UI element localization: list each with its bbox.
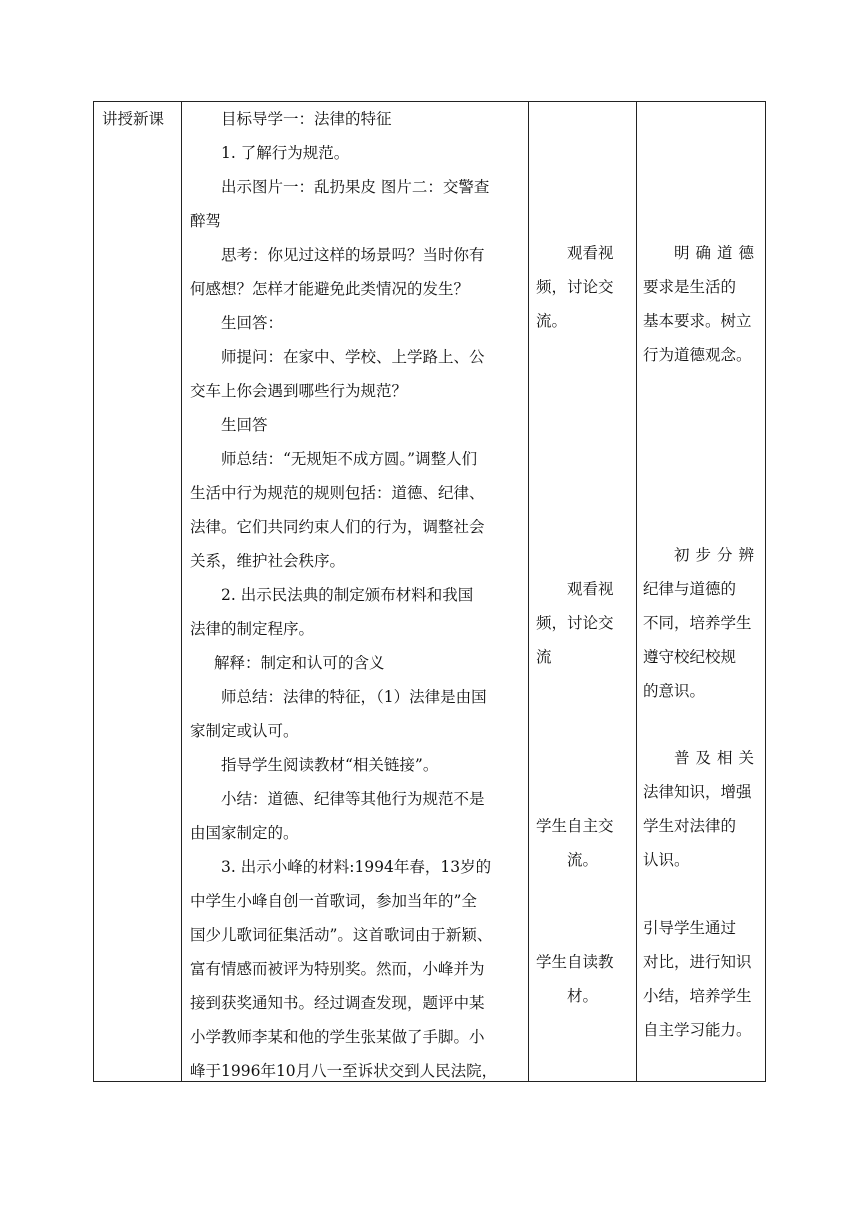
content-line: 峰于1996年10月八一至诉状交到人民法院，: [190, 1062, 498, 1080]
student-activity-block: [536, 236, 631, 338]
content-line: 出示图片一：乱扔果皮 图片二：交警查: [221, 178, 490, 196]
design-intent-block: [643, 911, 761, 1047]
student-activity-block: [536, 809, 631, 877]
content-line: 解释：制定和认可的含义: [214, 654, 385, 672]
content-line: 醉驾: [190, 212, 222, 230]
design-intent-block: [643, 538, 761, 708]
activity-line: 材。: [567, 987, 599, 1005]
column-divider: [181, 102, 182, 1081]
intent-line: 要求是生活的: [643, 278, 737, 296]
content-line: 关系，维护社会秩序。: [190, 552, 346, 570]
intent-line: 行为道德观念。: [643, 346, 752, 364]
content-line: 小学教师李某和他的学生张某做了手脚。小: [190, 1028, 485, 1046]
design-intent-block: [643, 236, 761, 372]
activity-line: 观看视: [567, 580, 614, 598]
content-line: 法律的制定程序。: [190, 620, 315, 638]
intent-line: 认识。: [643, 851, 690, 869]
student-activity-block: [536, 572, 631, 674]
teaching-content-cell: [190, 102, 520, 1088]
content-line: 生回答：: [221, 314, 284, 332]
content-line: 中学生小峰自创一首歌词，参加当年的”全: [190, 892, 477, 910]
intent-line: 法律知识，增强: [643, 783, 752, 801]
content-line: 富有情感而被评为特别奖。然而，小峰并为: [190, 960, 485, 978]
content-line: 生回答: [221, 416, 268, 434]
content-line: 接到获奖通知书。经过调查发现，题评中某: [190, 994, 485, 1012]
content-line: 法律。它们共同约束人们的行为，调整社会: [190, 518, 485, 536]
intent-line: 纪律与道德的: [643, 580, 737, 598]
intent-line: 明确道德: [674, 244, 761, 262]
content-line: 生活中行为规范的规则包括：道德、纪律、: [190, 484, 485, 502]
content-line: 交车上你会遇到哪些行为规范？: [190, 382, 408, 400]
activity-line: 频，讨论交: [536, 614, 614, 632]
content-line: 何感想？怎样才能避免此类情况的发生？: [190, 280, 470, 298]
content-line: 家制定或认可。: [190, 722, 299, 740]
intent-line: 遵守校纪校规: [643, 648, 737, 666]
content-line: 由国家制定的。: [190, 824, 299, 842]
activity-line: 观看视: [567, 244, 614, 262]
intent-line: 引导学生通过: [643, 919, 737, 937]
intent-line: 自主学习能力。: [643, 1021, 752, 1039]
content-line: 国少儿歌词征集活动”。这首歌词由于新颖、: [190, 926, 493, 944]
content-line: 目标导学一：法律的特征: [221, 110, 392, 128]
intent-line: 基本要求。树立: [643, 312, 752, 330]
column-divider: [636, 102, 637, 1081]
column-divider: [528, 102, 529, 1081]
activity-line: 流。: [536, 312, 568, 330]
content-line: 1. 了解行为规范。: [221, 144, 350, 162]
content-line: 师总结：法律的特征，（1）法律是由国: [221, 688, 487, 706]
content-line: 3. 出示小峰的材料:1994年春，13岁的: [221, 858, 492, 876]
intent-line: 的意识。: [643, 682, 706, 700]
intent-line: 不同，培养学生: [643, 614, 752, 632]
content-line: 小结：道德、纪律等其他行为规范不是: [221, 790, 485, 808]
intent-line: 学生对法律的: [643, 817, 737, 835]
intent-line: 初步分辨: [674, 546, 761, 564]
content-line: 师提问：在家中、学校、上学路上、公: [221, 348, 485, 366]
content-line: 指导学生阅读教材“相关链接”。: [221, 756, 439, 774]
lesson-table: [93, 101, 766, 1082]
content-line: 师总结：“无规矩不成方圆。”调整人们: [221, 450, 478, 468]
intent-line: 普及相关: [674, 749, 761, 767]
activity-line: 学生自读教: [536, 953, 614, 971]
activity-line: 流: [536, 648, 552, 666]
activity-line: 频，讨论交: [536, 278, 614, 296]
intent-line: 小结，培养学生: [643, 987, 752, 1005]
student-activity-block: [536, 945, 631, 1013]
intent-line: 对比，进行知识: [643, 953, 752, 971]
design-intent-block: [643, 741, 761, 877]
activity-line: 学生自主交: [536, 817, 614, 835]
row-label-cell: [102, 102, 180, 136]
content-line: 2. 出示民法典的制定颁布材料和我国: [221, 586, 474, 604]
activity-line: 流。: [567, 851, 599, 869]
row-label: 讲授新课: [102, 110, 165, 128]
content-line: 思考：你见过这样的场景吗？当时你有: [221, 246, 485, 264]
